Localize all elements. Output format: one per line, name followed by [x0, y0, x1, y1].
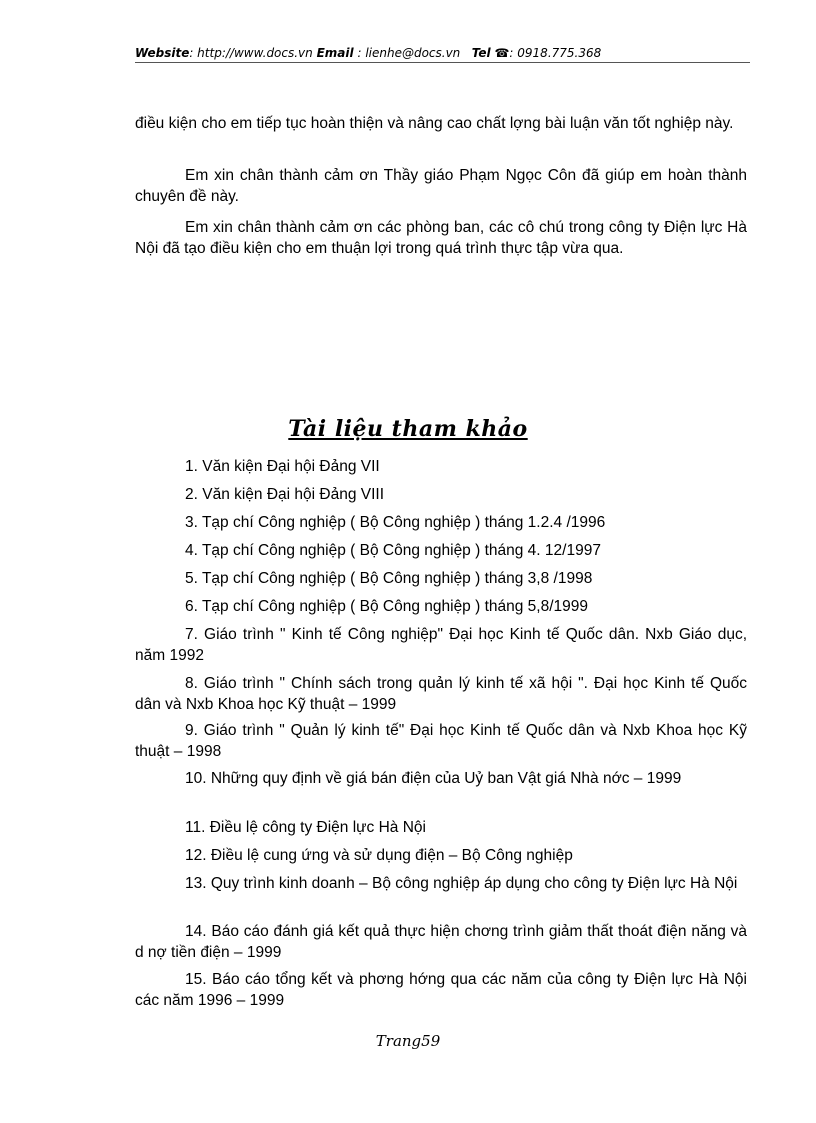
tel-label: Tel — [471, 46, 491, 60]
reference-item-4: 4. Tạp chí Công nghiệp ( Bộ Công nghiệp ) tháng 4. 12/1997 — [185, 542, 601, 559]
tel-value: : 0918.775.368 — [509, 46, 602, 60]
phone-icon: ☎ — [494, 46, 510, 60]
reference-item-10: 10. Những quy định về giá bán điện của Uỷ ban Vật giá Nhà nớc – 1999 — [185, 770, 682, 787]
page-header — [135, 46, 750, 63]
reference-item-13: 13. Quy trình kinh doanh – Bộ công nghiệp áp dụng cho công ty Điện lực Hà Nội — [185, 875, 738, 892]
reference-item-11: 11. Điều lệ công ty Điện lực Hà Nội — [185, 819, 426, 836]
email-value: : lienhe@docs.vn — [353, 46, 461, 60]
intro-paragraph-2: Em xin chân thành cảm ơn Thầy giáo Phạm Ngọc Côn đã giúp em hoàn thành chuyên đề này. — [135, 167, 747, 205]
reference-item-15: 15. Báo cáo tổng kết và phơng hớng qua các năm của công ty Điện lực Hà Nội các năm 1996 – 1999 — [135, 971, 747, 1009]
page-number: Trang59 — [375, 1032, 441, 1050]
intro-paragraph-1: điều kiện cho em tiếp tục hoàn thiện và nâng cao chất lợng bài luận văn tốt nghiệp này. — [135, 115, 734, 132]
intro-paragraph-3: Em xin chân thành cảm ơn các phòng ban, các cô chú trong công ty Điện lực Hà Nội đã tạo điều kiện cho em thuận lợi trong quá trình thực tập vừa qua. — [135, 219, 747, 257]
reference-item-3: 3. Tạp chí Công nghiệp ( Bộ Công nghiệp ) tháng 1.2.4 /1996 — [185, 514, 606, 531]
reference-item-14: 14. Báo cáo đánh giá kết quả thực hiện chơng trình giảm thất thoát điện năng và d nợ tiền điện – 1999 — [135, 923, 747, 961]
reference-item-1: 1. Văn kiện Đại hội Đảng VII — [185, 458, 380, 475]
reference-item-5: 5. Tạp chí Công nghiệp ( Bộ Công nghiệp ) tháng 3,8 /1998 — [185, 570, 593, 587]
reference-item-8: 8. Giáo trình " Chính sách trong quản lý kinh tế xã hội ". Đại học Kinh tế Quốc dân và Nxb Khoa học Kỹ thuật – 1999 — [135, 675, 747, 713]
reference-item-6: 6. Tạp chí Công nghiệp ( Bộ Công nghiệp ) tháng 5,8/1999 — [185, 598, 589, 615]
reference-item-7: 7. Giáo trình " Kinh tế Công nghiệp" Đại học Kinh tế Quốc dân. Nxb Giáo dục, năm 1992 — [135, 626, 747, 664]
reference-item-9: 9. Giáo trình " Quản lý kinh tế" Đại học Kinh tế Quốc dân và Nxb Khoa học Kỹ thuật – 1998 — [135, 722, 747, 760]
references-title: Tài liệu tham khảo — [288, 416, 528, 442]
reference-item-2: 2. Văn kiện Đại hội Đảng VIII — [185, 486, 385, 503]
website-value: : http://www.docs.vn — [189, 46, 313, 60]
email-label: Email — [316, 46, 354, 60]
reference-item-12: 12. Điều lệ cung ứng và sử dụng điện – Bộ Công nghiệp — [185, 847, 573, 864]
website-label: Website — [135, 46, 190, 60]
